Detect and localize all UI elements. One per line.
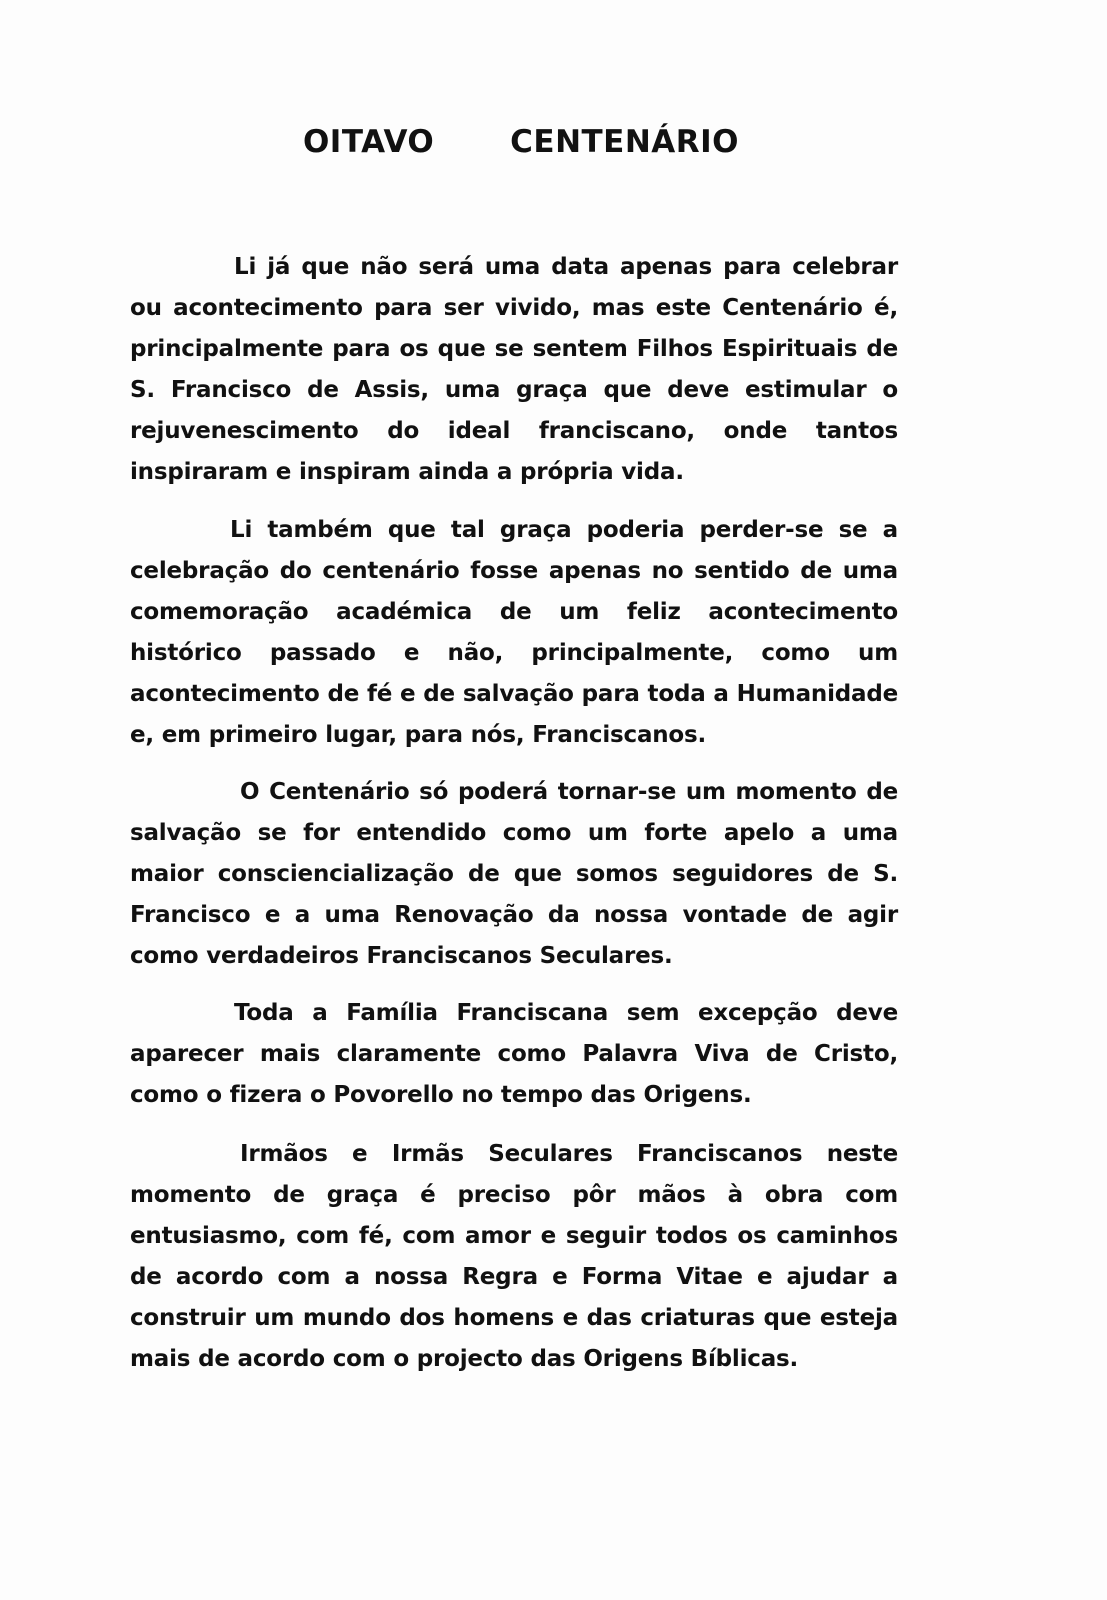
paragraph-2: Li também que tal graça poderia perder-se se a celebração do centenário fosse apenas no sentido de uma comemoração académica de um feliz acontecimento histórico passado e não, principalmente, como um acontecimento de fé e de salvação para toda a Humanidade e, em primeiro lugar, para nós, Franciscanos. [130,517,898,748]
paragraph-1: Li já que não será uma data apenas para celebrar ou acontecimento para ser vivido, mas este Centenário é, principalmente para os que se sentem Filhos Espirituais de S. Francisco de Assis, uma graça que deve estimular o rejuvenescimento do ideal franciscano, onde tantos inspiraram e inspiram ainda a própria vida. [130,254,898,485]
paragraph-3: O Centenário só poderá tornar-se um momento de salvação se for entendido como um forte apelo a uma maior consciencialização de que somos seguidores de S. Francisco e a uma Renovação da nossa vontade de agir como verdadeiros Franciscanos Seculares. [130,779,898,969]
page-title: OITAVO CENTENÁRIO [302,124,740,160]
paragraph-5: Irmãos e Irmãs Seculares Franciscanos neste momento de graça é preciso pôr mãos à obra com entusiasmo, com fé, com amor e seguir todos os caminhos de acordo com a nossa Regra e Forma Vitae e ajudar a construir um mundo dos homens e das criaturas que esteja mais de acordo com o projecto das Origens Bíblicas. [130,1141,898,1372]
paragraph-4: Toda a Família Franciscana sem excepção deve aparecer mais claramente como Palavra Viva de Cristo, como o fizera o Povorello no tempo das Origens. [130,1000,898,1108]
